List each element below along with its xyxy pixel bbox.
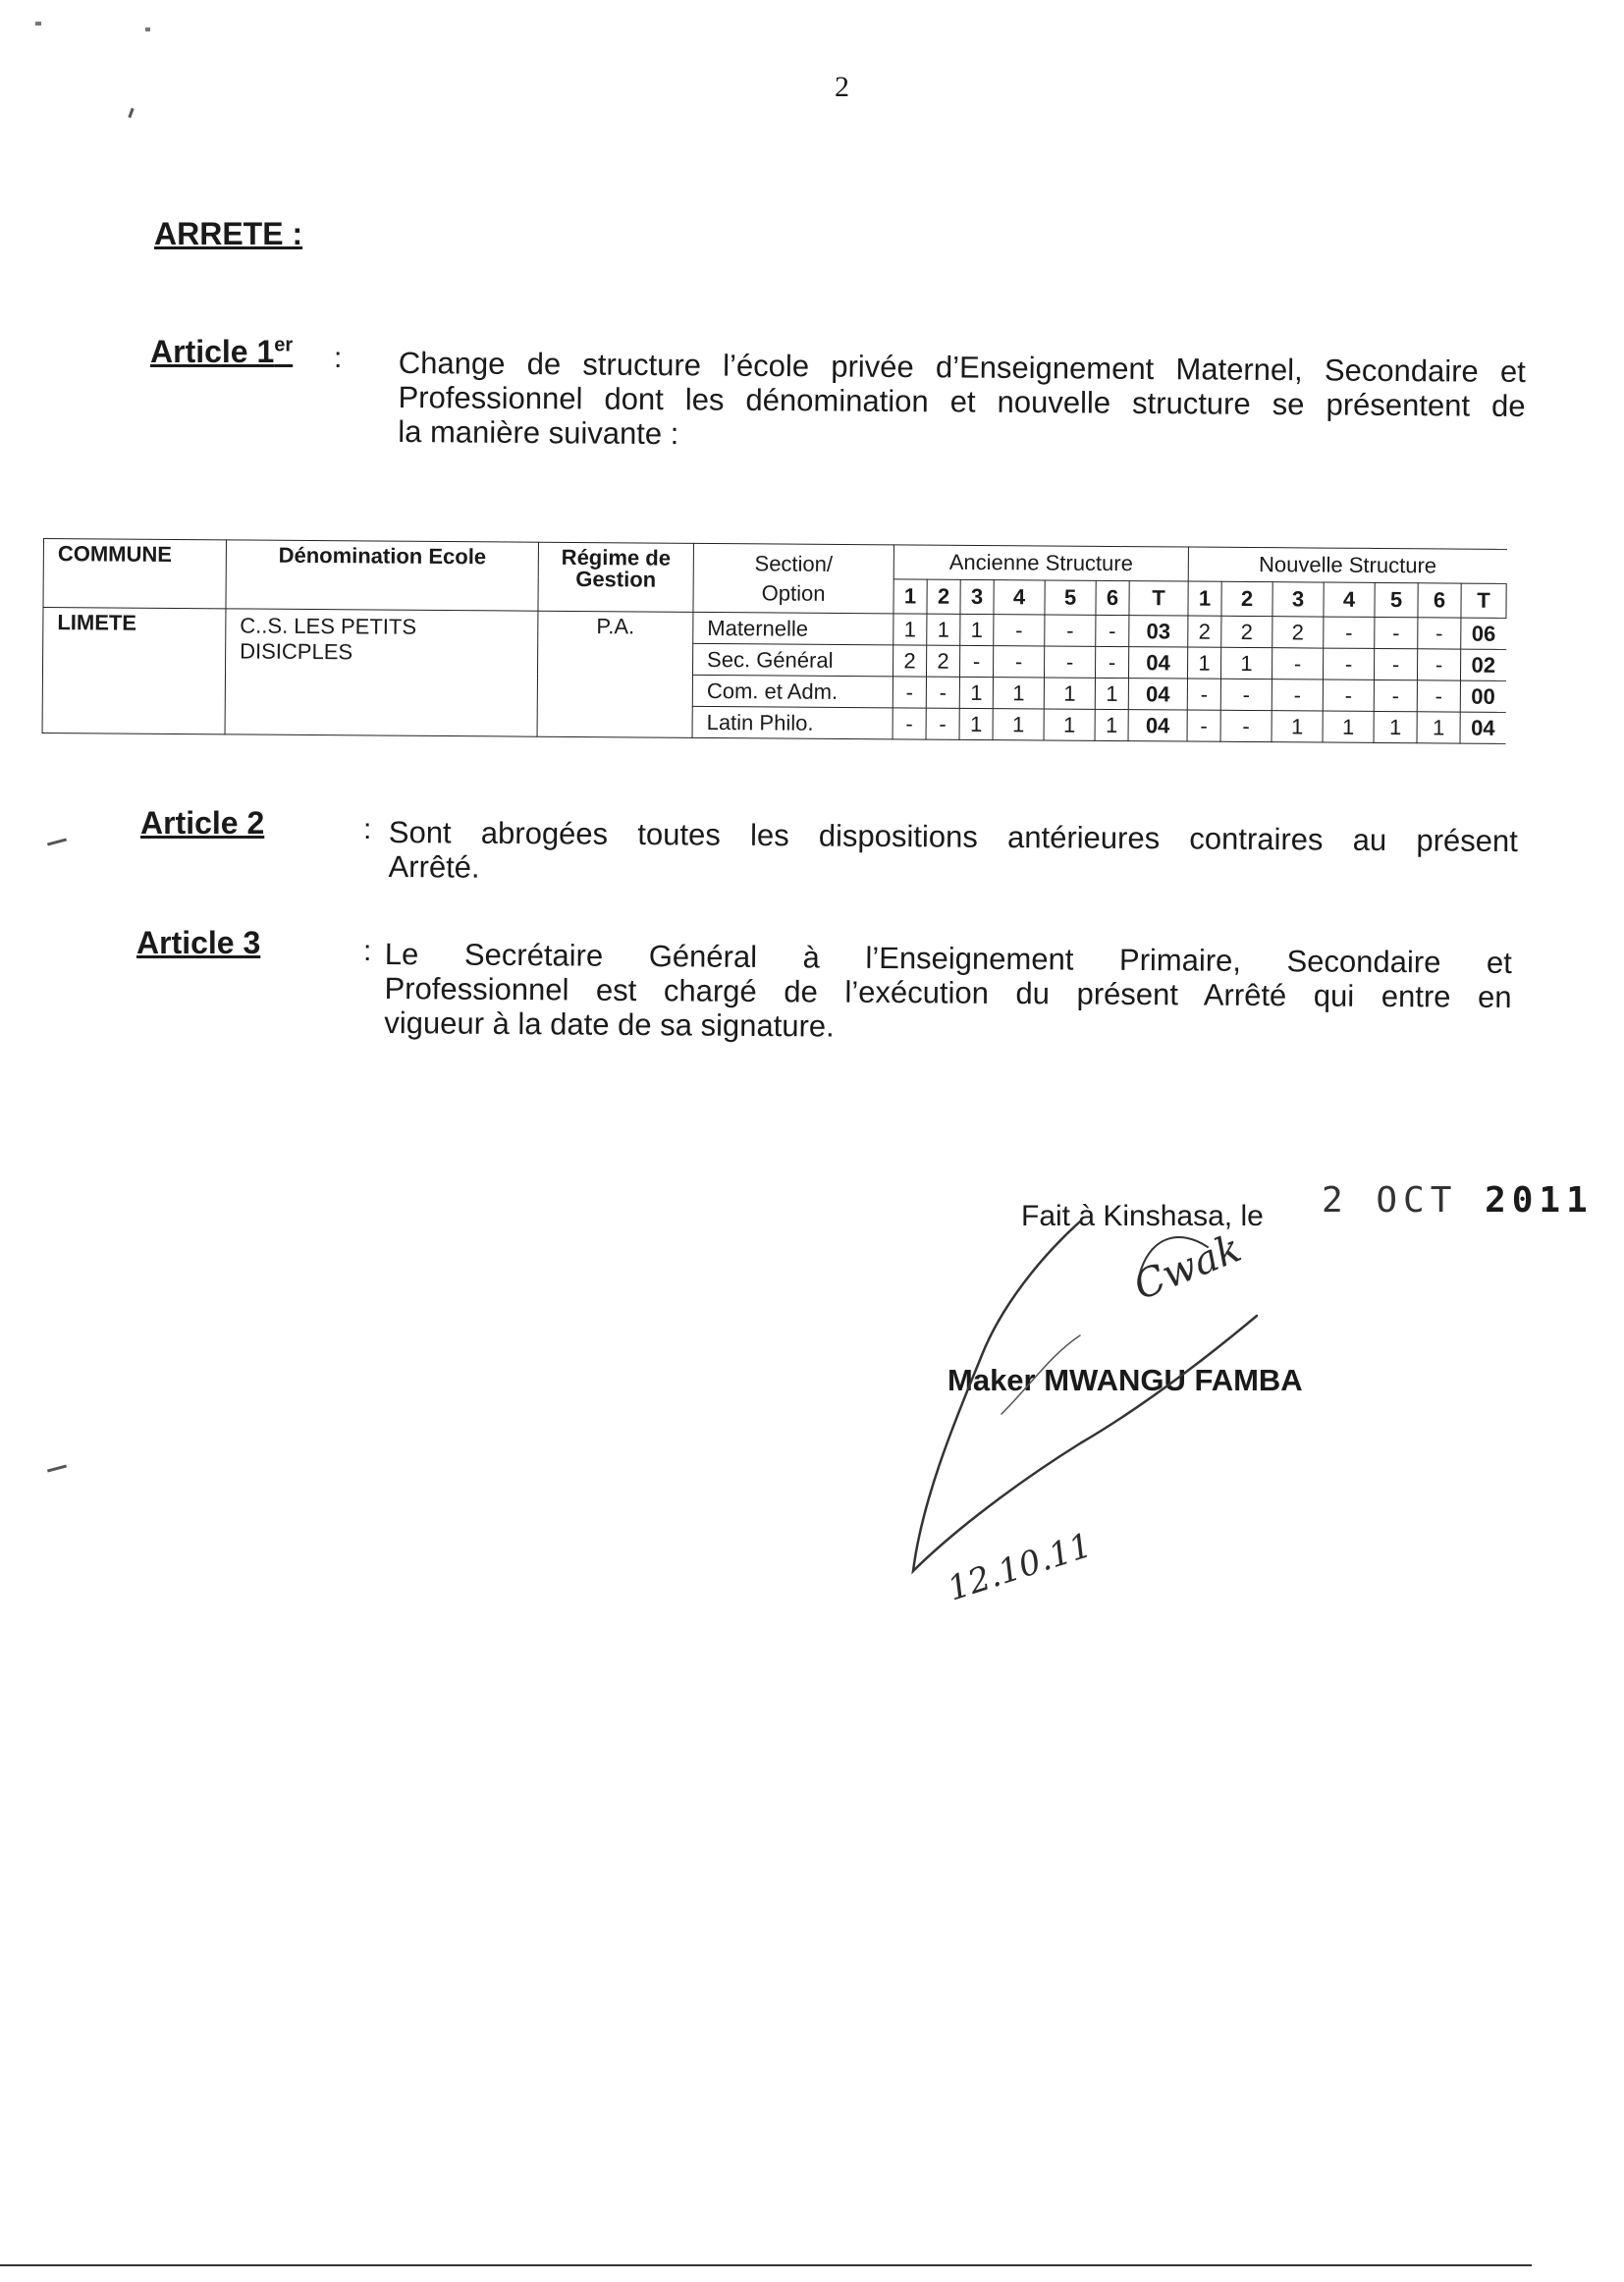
nouvelle-cell: 2 [1221,616,1272,647]
nouvelle-cell: - [1417,649,1460,680]
page-number: 2 [835,71,849,103]
ancienne-cell: 2 [926,645,959,677]
structure-table [42,538,1507,744]
article-1-text [398,346,1526,458]
article-3-line-2: Professionnel est chargé de l’exécution du présent Arrêté qui entre en [384,970,1512,1015]
ancienne-cell: 1 [959,708,993,739]
option-cell: Com. et Adm. [692,675,893,707]
article-2-label: Article 2 [140,805,265,841]
nouvelle-total-cell: 02 [1460,649,1505,680]
ancienne-cell: - [893,677,926,708]
nouvelle-cell: - [1374,679,1417,711]
article-2-line-2: Arrêté. [388,848,480,885]
header-section-line-1: Section/ [754,550,834,576]
nouvelle-cell: 1 [1323,711,1374,742]
ancienne-cell: - [926,708,959,739]
header-regime [538,542,694,612]
article-1-line-2: Professionnel dont les dénomination et nouvelle structure se présentent de [398,379,1526,424]
nouvelle-cell: - [1324,617,1375,648]
nouvelle-total-cell: 06 [1461,618,1506,649]
nouvelle-cell: - [1220,679,1272,710]
ancienne-total-cell: 04 [1128,647,1187,679]
signature-word: Cwak [1127,1225,1248,1310]
place-date-label: Fait à Kinshasa, le [1021,1200,1264,1232]
nouvelle-cell: 1 [1417,712,1460,743]
ancienne-cell: - [1044,646,1095,678]
regime-value: P.A. [537,611,693,737]
article-3-colon: : [363,935,372,967]
date-stamp [1322,1180,1594,1221]
nouvelle-total-cell: 04 [1460,712,1505,743]
signatory-name: Maker MWANGU FAMBA [947,1363,1303,1397]
nouvelle-col-total: T [1461,583,1506,618]
header-nouvelle-structure: Nouvelle Structure [1188,547,1506,583]
ancienne-cell: 1 [1044,678,1095,709]
article-1-line-3: la manière suivante : [398,413,679,452]
ancienne-cell: - [893,708,926,739]
nouvelle-cell: 1 [1220,647,1272,679]
nouvelle-col-1: 1 [1188,581,1221,616]
ancienne-cell: - [926,677,959,708]
article-1-label-text: Article 1 [150,334,275,369]
article-1-label-sup: er [274,334,294,356]
nouvelle-cell: - [1187,679,1220,710]
nouvelle-col-3: 3 [1272,582,1324,617]
handwritten-date: 12.10.11 [943,1525,1097,1609]
ancienne-cell: - [959,645,993,677]
article-3-line-3: vigueur à la date de sa signature. [384,1005,835,1044]
ancienne-cell: - [1095,646,1128,678]
nouvelle-cell: - [1417,680,1460,712]
margin-mark [128,108,134,118]
nouvelle-col-5: 5 [1375,582,1418,617]
header-ecole: Dénomination Ecole [226,540,539,611]
option-cell: Maternelle [693,612,893,644]
ancienne-cell: - [994,615,1045,646]
ancienne-cell: 1 [1044,709,1095,740]
ancienne-total-cell: 04 [1128,710,1187,741]
margin-mark [145,27,150,31]
nouvelle-cell: - [1272,679,1323,711]
article-3-text [384,937,1512,1049]
header-regime-line-1: Régime de [561,544,672,570]
ancienne-cell: - [1096,615,1129,646]
article-3-label: Article 3 [136,925,261,960]
option-cell: Sec. Général [692,643,893,676]
signature-icon [884,1218,1355,1610]
date-stamp-year: 2011 [1485,1180,1594,1221]
ancienne-cell: - [1045,615,1096,646]
header-section [693,543,894,613]
nouvelle-cell: - [1220,710,1272,741]
ecole-line-2: DISICPLES [240,638,353,665]
nouvelle-cell: - [1418,618,1461,649]
article-1-colon: : [334,342,343,374]
nouvelle-cell: - [1374,648,1417,679]
arrete-heading: ARRETE : [154,216,303,251]
nouvelle-total-cell: 00 [1460,680,1505,712]
ecole-line-1: C..S. LES PETITS [240,613,417,639]
ancienne-cell: 1 [993,709,1044,740]
option-cell: Latin Philo. [692,706,893,738]
ancienne-cell: 1 [1095,709,1128,740]
nouvelle-cell: 2 [1272,617,1324,648]
ancienne-col-2: 2 [927,579,960,614]
article-1-line-1: Change de structure l’école privée d’Enseignement Maternel, Secondaire et [398,346,1526,390]
ancienne-col-5: 5 [1045,580,1096,615]
header-commune: COMMUNE [43,539,227,609]
article-1-label [150,334,293,370]
nouvelle-cell: 1 [1374,711,1417,742]
ancienne-col-1: 1 [893,579,927,614]
header-section-line-2: Option [761,579,826,606]
date-stamp-day-month: 2 OCT [1322,1180,1458,1221]
article-3-line-1: Le Secrétaire Général à l’Enseignement Primaire, Secondaire et [384,937,1512,981]
ancienne-cell: 1 [960,614,994,645]
header-regime-line-2: Gestion [575,566,657,592]
nouvelle-col-2: 2 [1221,581,1272,616]
nouvelle-cell: - [1323,648,1374,679]
margin-mark [47,1464,67,1472]
margin-mark [47,838,67,845]
ancienne-total-cell: 03 [1129,616,1188,647]
ancienne-cell: 1 [893,614,927,645]
ancienne-col-total: T [1129,581,1188,616]
table-header-row [43,539,1506,584]
commune-value: LIMETE [42,608,226,734]
nouvelle-cell: - [1187,710,1220,741]
nouvelle-cell: 1 [1187,647,1220,679]
ancienne-cell: 2 [893,645,926,677]
nouvelle-cell: 2 [1188,616,1221,647]
ancienne-cell: 1 [993,678,1044,709]
nouvelle-col-4: 4 [1324,582,1375,617]
ancienne-cell: 1 [1095,678,1128,709]
ancienne-total-cell: 04 [1128,679,1187,710]
bottom-rule [0,2264,1532,2266]
article-2-text [388,815,1518,893]
signature-stroke [1001,1335,1080,1414]
ancienne-col-4: 4 [994,580,1045,615]
nouvelle-cell: - [1375,617,1418,648]
nouvelle-cell: - [1272,648,1323,679]
ancienne-cell: 1 [959,677,993,708]
ancienne-cell: - [993,646,1044,678]
ecole-value [225,609,538,736]
nouvelle-col-6: 6 [1418,583,1461,618]
header-ancienne-structure: Ancienne Structure [893,545,1188,581]
ancienne-col-6: 6 [1096,580,1129,615]
article-2-line-1: Sont abrogées toutes les dispositions antérieures contraires au présent [388,815,1518,859]
nouvelle-cell: 1 [1272,711,1323,742]
ancienne-col-3: 3 [960,579,994,614]
margin-mark [35,22,41,26]
ancienne-cell: 1 [927,614,960,645]
nouvelle-cell: - [1323,679,1374,711]
article-2-colon: : [363,813,372,845]
